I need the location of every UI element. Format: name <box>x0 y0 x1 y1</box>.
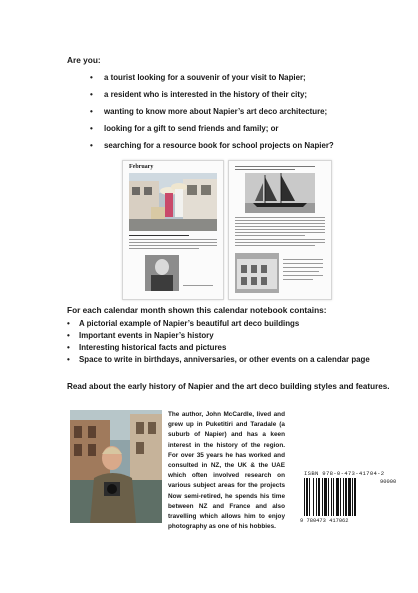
list-item: • Important events in Napier’s history <box>67 330 397 342</box>
preview-portrait-photo <box>145 255 179 291</box>
list-item: • A pictorial example of Napier’s beautiful art deco buildings <box>67 318 397 330</box>
isbn-text: ISBN 978-0-473-41704-2 <box>304 470 385 477</box>
preview-building-photo <box>235 253 279 293</box>
author-photo <box>70 410 162 523</box>
preview-ship-photo <box>245 173 315 213</box>
intro-heading: Are you: <box>67 55 101 65</box>
list-item: • wanting to know more about Napier’s art deco architecture; <box>92 106 402 123</box>
preview-month-heading: February <box>129 164 154 170</box>
preview-street-photo <box>129 173 217 231</box>
contains-list <box>67 318 397 366</box>
isbn-barcode <box>300 470 400 526</box>
preview-page-left <box>122 160 224 300</box>
list-item: • looking for a gift to send friends and family; or <box>92 123 402 140</box>
preview-page-right <box>228 160 332 300</box>
list-item: • a tourist looking for a souvenir of your visit to Napier; <box>92 72 402 89</box>
price-code: 90000 <box>380 479 397 485</box>
contains-heading: For each calendar month shown this calendar notebook contains: <box>67 305 327 315</box>
list-item: • searching for a resource book for school projects on Napier? <box>92 140 402 157</box>
questions-list <box>92 72 402 157</box>
barcode-digits: 9 780473 417062 <box>300 518 349 524</box>
list-item: • Space to write in birthdays, anniversaries, or other events on a calendar page <box>67 354 397 366</box>
list-item: • Interesting historical facts and pictures <box>67 342 397 354</box>
author-bio: The author, John McCardle, lived and grew up in Puketitiri and Taradale (a suburb of Napier) and has a keen interest in the history of the region. For over 35 years he has worked and consulted in NZ, the UK & the UAE which often involved research on various subject areas for the projects Now semi-retired, he spends his time between NZ and France and also travelling which allows him to enjoy photography as one of his hobbies. <box>168 411 285 531</box>
barcode-bars-icon <box>304 478 378 518</box>
list-item: • a resident who is interested in the history of their city; <box>92 89 402 106</box>
read-more-text: Read about the early history of Napier and the art deco building styles and features. <box>67 382 390 391</box>
